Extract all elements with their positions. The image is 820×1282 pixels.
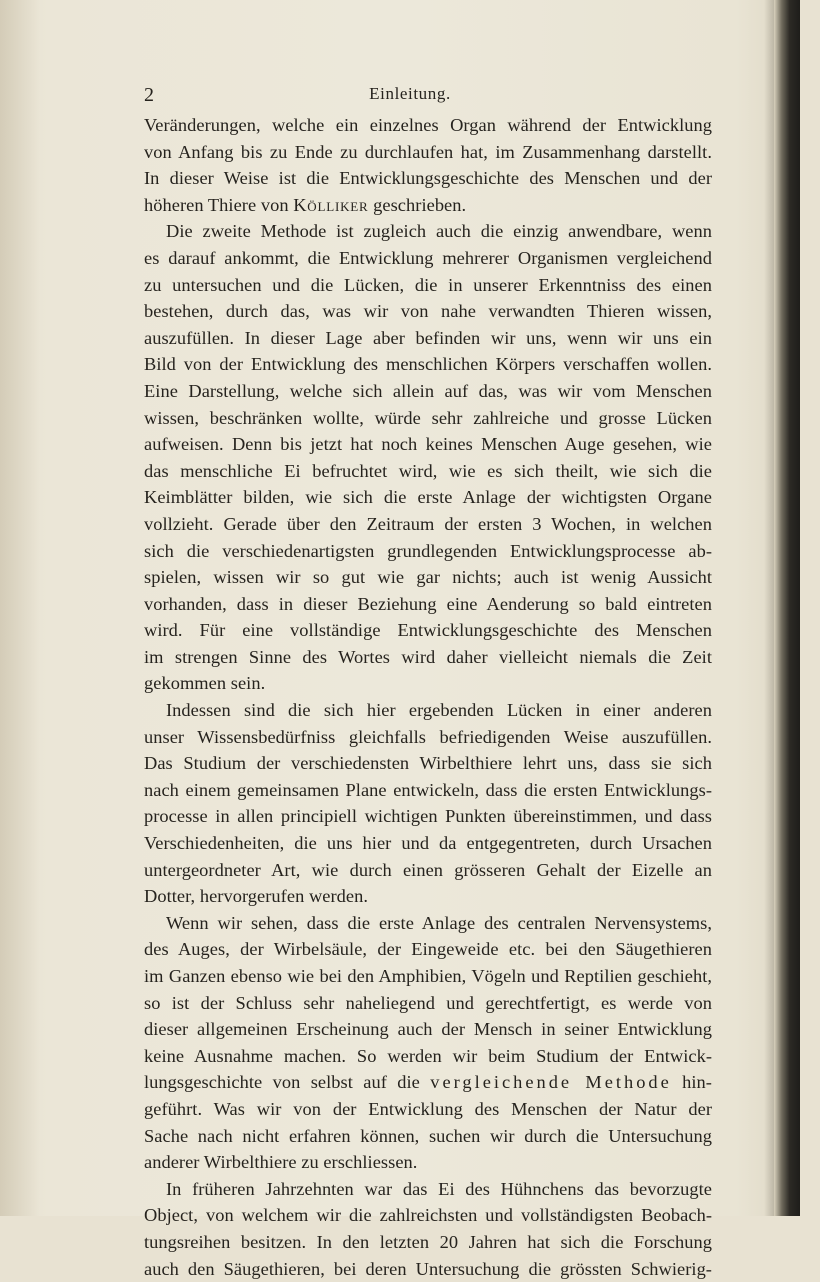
running-head: Einleitung. [369,84,451,103]
text-line: bestehen, durch das, was wir von nahe verwandten Thieren wissen, [144,301,712,322]
text-line: nach einem gemeinsamen Plane entwickeln, dass die ersten Entwicklungs- [144,779,712,800]
text-line: wird. Für eine vollständige Entwicklungsgeschichte des Menschen [144,620,712,641]
text-line: dieser allgemeinen Erscheinung auch der Mensch in seiner Entwicklung [144,1019,712,1040]
text-line: Sache nach nicht erfahren können, suchen wir durch die Untersuchung [144,1125,712,1146]
text-line: Keimblätter bilden, wie sich die erste Anlage der wichtigsten Organe [144,487,712,508]
text-line: das menschliche Ei befruchtet wird, wie es sich theilt, wie sich die [144,460,712,481]
text-line: im strengen Sinne des Wortes wird daher vielleicht niemals die Zeit [144,646,712,667]
page-edge-shade [764,0,774,1216]
text-line: zu untersuchen und die Lücken, die in unserer Erkenntniss des einen [144,274,712,295]
book-binding-edge [774,0,800,1216]
text-line [144,192,712,219]
text-line: In dieser Weise ist die Entwicklungsgeschichte des Menschen und der [144,168,712,189]
text-line: sich die verschiedenartigsten grundlegenden Entwicklungsprocesse ab- [144,540,712,561]
text-line: spielen, wissen wir so gut wie gar nichts; auch ist wenig Aussicht [144,567,712,588]
text-line: es darauf ankommt, die Entwicklung mehrerer Organismen vergleichend [144,247,712,268]
text-line: des Auges, der Wirbelsäule, der Eingeweide etc. bei den Säugethieren [144,939,712,960]
text-segment: höheren Thiere von [144,194,294,215]
page-gutter-shadow [0,0,40,1216]
text-line: Die zweite Methode ist zugleich auch die einzig anwendbare, wenn [166,221,712,242]
author-name: Kölliker [293,194,369,215]
text-line: Object, von welchem wir die zahlreichsten und vollständigsten Beobach- [144,1205,712,1226]
text-line: In früheren Jahrzehnten war das Ei des Hühnchens das bevorzugte [166,1178,712,1199]
text-line: Eine Darstellung, welche sich allein auf das, was wir vom Menschen [144,380,712,401]
page-header [0,84,800,108]
text-line: anderer Wirbelthiere zu erschliessen. [144,1152,418,1173]
text-line: im Ganzen ebenso wie bei den Amphibien, Vögeln und Reptilien geschieht, [144,966,712,986]
text-line: unser Wissensbedürfniss gleichfalls befriedigenden Weise auszufüllen. [144,726,712,747]
body-text [144,112,712,1282]
text-segment: geschrieben. [368,194,467,215]
text-line: untergeordneter Art, wie durch einen grösseren Gehalt der Eizelle an [144,859,712,880]
text-segment: lungsgeschichte von selbst auf die [144,1072,431,1093]
text-line: von Anfang bis zu Ende zu durchlaufen hat, im Zusammenhang darstellt. [144,141,712,162]
text-line: Veränderungen, welche ein einzelnes Organ während der Entwicklung [144,115,712,135]
text-line: Verschiedenheiten, die uns hier und da entgegentreten, durch Ursachen [144,833,712,854]
text-line: wissen, beschränken wollte, würde sehr zahlreiche und grosse Lücken [144,407,712,428]
text-line: aufweisen. Denn bis jetzt hat noch keines Menschen Auge gesehen, wie [144,434,712,455]
text-line: auch den Säugethieren, bei deren Untersuchung die grössten Schwierig- [144,1258,712,1279]
text-line: gekommen sein. [144,673,266,694]
text-line: Das Studium der verschiedensten Wirbelthiere lehrt uns, dass sie sich [144,753,712,774]
text-line: vollzieht. Gerade über den Zeitraum der ersten 3 Wochen, in welchen [144,513,712,534]
text-line: geführt. Was wir von der Entwicklung des Menschen der Natur der [144,1098,712,1119]
text-line: tungsreihen besitzen. In den letzten 20 Jahren hat sich die Forschung [144,1231,712,1252]
text-line: keine Ausnahme machen. So werden wir beim Studium der Entwick- [144,1045,712,1066]
text-line [144,1069,712,1096]
text-line: Indessen sind die sich hier ergebenden Lücken in einer anderen [166,700,712,721]
text-line: so ist der Schluss sehr naheliegend und gerechtfertigt, es werde von [144,992,712,1013]
text-line: processe in allen principiell wichtigen Punkten übereinstimmen, und dass [144,806,712,827]
page-number: 2 [144,84,155,106]
text-line: Dotter, hervorgerufen werden. [144,886,369,907]
text-line: Bild von der Entwicklung des menschlichen Körpers verschaffen wollen. [144,354,712,375]
text-segment: hin- [671,1072,712,1093]
text-line: vorhanden, dass in dieser Beziehung eine Aenderung so bald eintreten [144,593,712,614]
text-line: auszufüllen. In dieser Lage aber befinden wir uns, wenn wir uns ein [144,327,712,348]
text-line: Wenn wir sehen, dass die erste Anlage des centralen Nervensystems, [166,912,712,933]
emphasized-term: vergleichende Methode [430,1072,672,1093]
